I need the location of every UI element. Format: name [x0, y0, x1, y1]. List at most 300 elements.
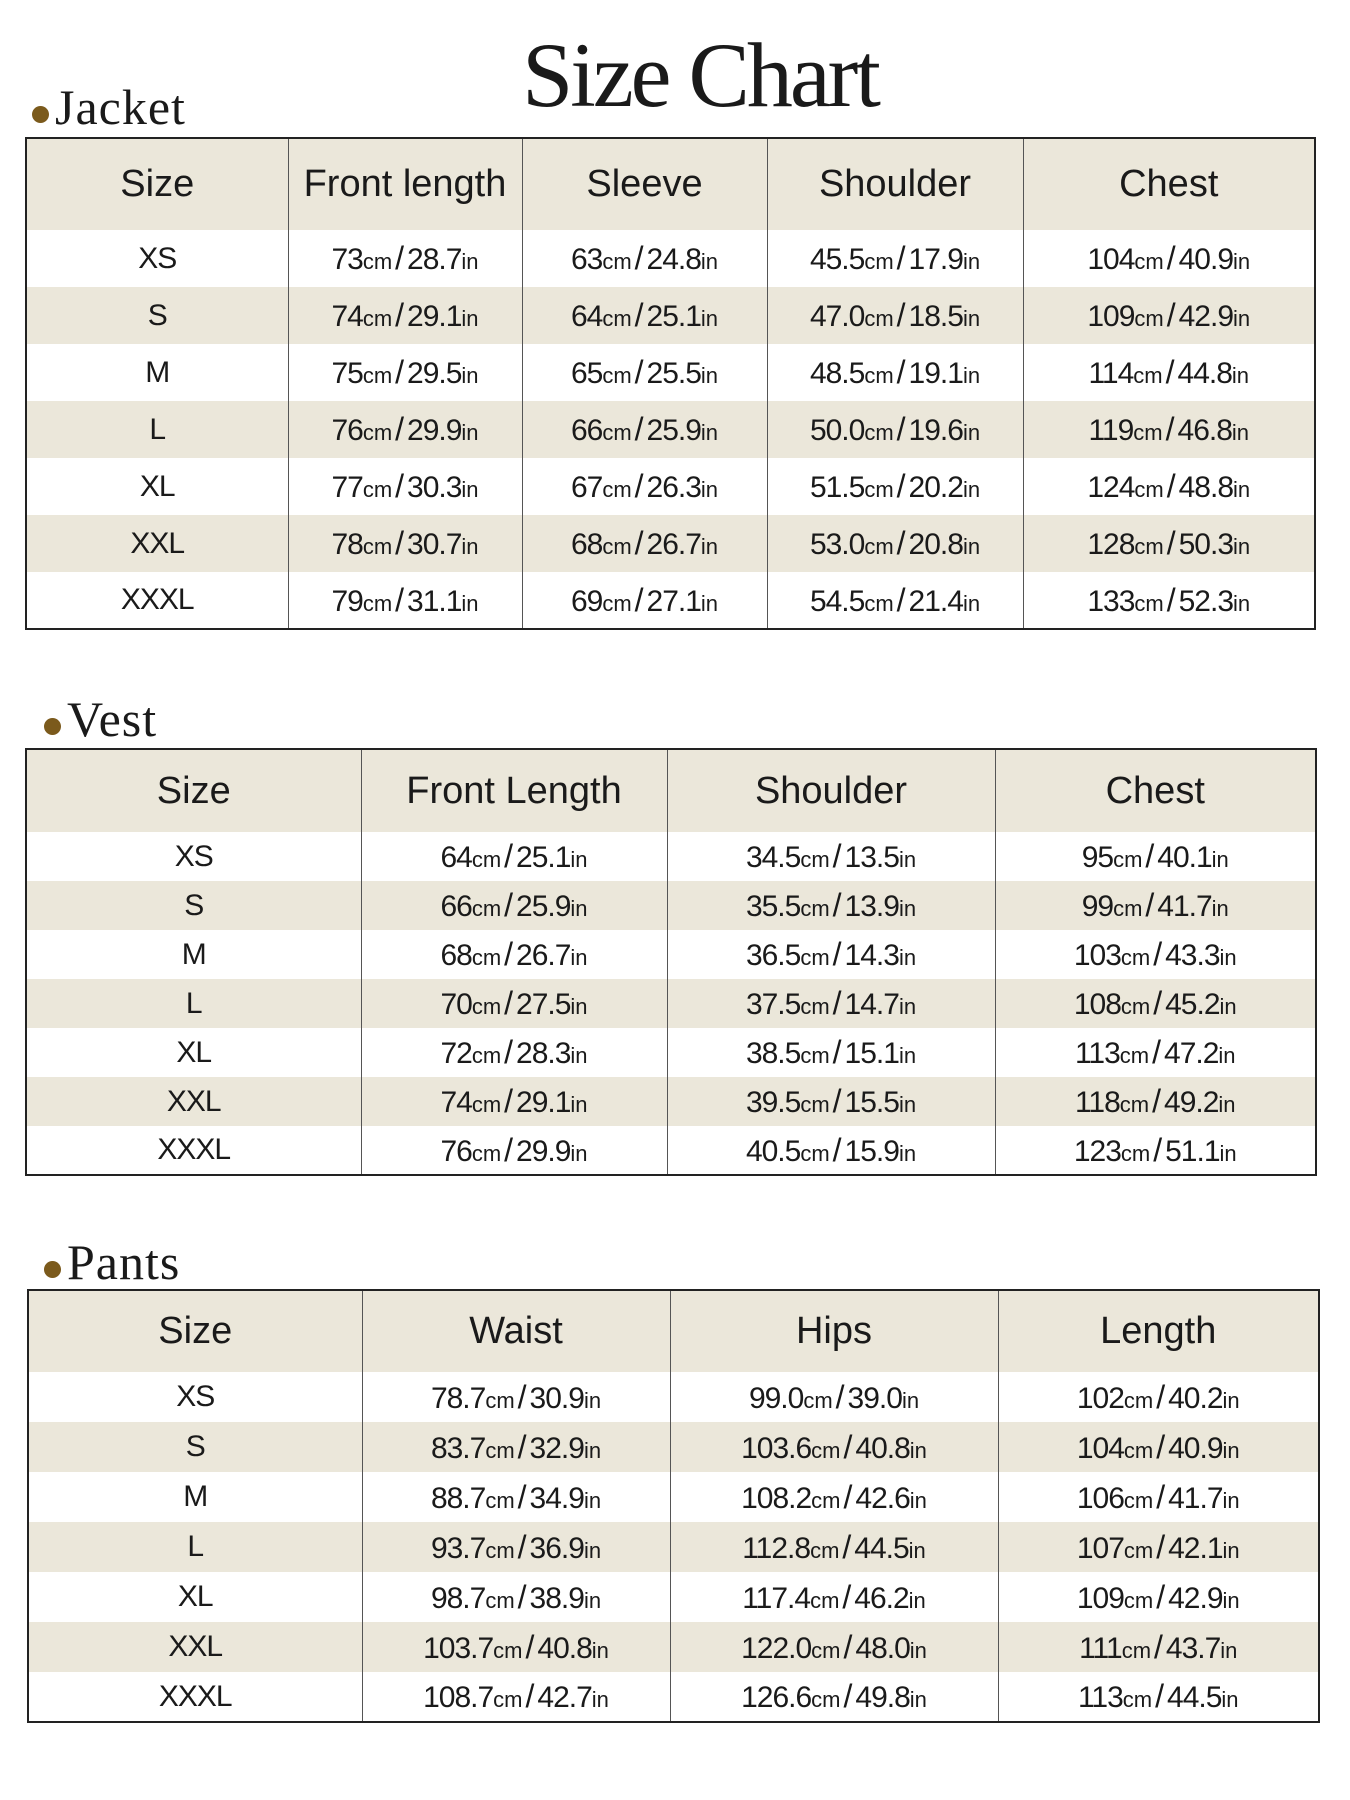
measurement-cell: [1023, 230, 1315, 287]
measurement-cell: [998, 1522, 1319, 1572]
separator: /: [1145, 887, 1155, 923]
pants-header-2: Hips: [670, 1290, 998, 1372]
in-value: 48.8: [1178, 471, 1234, 504]
measurement-cell: [1023, 515, 1315, 572]
in-value: 46.8: [1177, 414, 1232, 447]
cm-value: 107: [1076, 1531, 1124, 1565]
table-row: [28, 1472, 1319, 1522]
separator: /: [896, 240, 906, 276]
size-label: XXL: [26, 1077, 361, 1126]
measurement-cell: [1023, 401, 1315, 458]
cm-value: 66: [440, 890, 472, 923]
cm-unit: cm: [1123, 1587, 1154, 1613]
in-value: 13.5: [844, 841, 899, 874]
separator: /: [1166, 468, 1176, 504]
in-unit: in: [962, 534, 981, 559]
cm-value: 51.5: [809, 471, 865, 504]
in-value: 51.1: [1165, 1134, 1220, 1168]
cm-unit: cm: [471, 1140, 502, 1166]
in-value: 45.2: [1165, 988, 1220, 1021]
measurement-cell: [288, 344, 522, 401]
in-unit: in: [898, 1140, 917, 1166]
cm-value: 65: [570, 357, 603, 390]
size-label: XXXL: [26, 572, 288, 629]
separator: /: [517, 1478, 527, 1515]
separator: /: [395, 581, 405, 618]
cm-unit: cm: [602, 477, 632, 502]
cm-value: 72: [440, 1037, 472, 1070]
measurement-cell: [667, 881, 995, 930]
cm-value: 83.7: [430, 1431, 486, 1465]
cm-value: 39.5: [745, 1086, 801, 1119]
in-unit: in: [1211, 896, 1229, 921]
in-value: 50.3: [1178, 528, 1234, 561]
cm-value: 74: [331, 300, 363, 333]
in-unit: in: [700, 477, 719, 502]
in-unit: in: [1222, 1537, 1240, 1563]
measurement-cell: [361, 1126, 667, 1175]
table-row: [26, 515, 1315, 572]
in-value: 39.0: [847, 1381, 902, 1415]
in-value: 25.1: [646, 300, 701, 333]
measurement-cell: [995, 1028, 1316, 1077]
measurement-cell: [998, 1472, 1319, 1522]
measurement-cell: [1023, 572, 1315, 629]
measurement-cell: [667, 930, 995, 979]
in-unit: in: [909, 1687, 927, 1712]
in-unit: in: [1219, 1140, 1237, 1166]
cm-unit: cm: [485, 1587, 515, 1613]
measurement-cell: [998, 1572, 1319, 1622]
in-value: 27.1: [646, 584, 701, 618]
cm-unit: cm: [1134, 477, 1164, 502]
measurement-cell: [522, 344, 767, 401]
in-unit: in: [461, 590, 479, 616]
in-unit: in: [898, 945, 917, 970]
in-value: 26.7: [646, 528, 701, 561]
in-unit: in: [962, 420, 981, 445]
size-label: S: [26, 287, 288, 344]
in-unit: in: [1221, 1687, 1239, 1712]
vest-header-3: Chest: [995, 749, 1316, 832]
cm-unit: cm: [1120, 994, 1151, 1019]
measurement-cell: [361, 1077, 667, 1126]
in-unit: in: [898, 896, 917, 921]
measurement-cell: [522, 515, 767, 572]
in-value: 31.1: [407, 584, 462, 618]
in-unit: in: [461, 249, 479, 274]
in-unit: in: [700, 534, 719, 559]
in-value: 34.9: [529, 1481, 584, 1515]
cm-value: 79: [331, 584, 363, 618]
in-value: 36.9: [529, 1531, 584, 1565]
in-value: 40.8: [537, 1631, 592, 1665]
cm-value: 75: [331, 357, 363, 390]
cm-unit: cm: [1113, 847, 1143, 872]
in-unit: in: [1233, 590, 1251, 616]
in-value: 40.1: [1157, 841, 1212, 874]
cm-value: 98.7: [430, 1581, 486, 1615]
cm-unit: cm: [362, 306, 393, 331]
table-row: [28, 1372, 1319, 1422]
in-unit: in: [570, 1043, 588, 1068]
measurement-cell: [995, 979, 1316, 1028]
pants-heading-label: Pants: [67, 1234, 181, 1290]
separator: /: [395, 240, 405, 276]
in-value: 21.4: [908, 584, 963, 618]
separator: /: [634, 525, 644, 561]
separator: /: [634, 581, 644, 618]
measurement-cell: [670, 1622, 998, 1672]
cm-unit: cm: [800, 847, 830, 872]
cm-value: 37.5: [745, 988, 801, 1021]
in-value: 47.2: [1164, 1037, 1219, 1070]
pants-table-body: [28, 1372, 1319, 1722]
in-value: 38.9: [529, 1581, 584, 1615]
in-unit: in: [962, 477, 981, 502]
in-unit: in: [1219, 994, 1237, 1019]
separator: /: [842, 1528, 852, 1565]
measurement-cell: [670, 1572, 998, 1622]
cm-value: 102: [1076, 1381, 1124, 1415]
in-value: 29.1: [407, 300, 462, 333]
size-label: L: [26, 401, 288, 458]
separator: /: [634, 240, 644, 276]
cm-value: 99.0: [748, 1381, 804, 1415]
size-label: L: [26, 979, 361, 1028]
measurement-cell: [362, 1372, 670, 1422]
cm-value: 70: [440, 988, 472, 1021]
cm-unit: cm: [1133, 363, 1163, 388]
cm-value: 106: [1076, 1481, 1124, 1515]
cm-value: 117.4: [742, 1581, 811, 1615]
cm-unit: cm: [803, 1387, 833, 1413]
measurement-cell: [667, 1077, 995, 1126]
separator: /: [843, 1428, 853, 1465]
in-unit: in: [583, 1537, 602, 1563]
measurement-cell: [361, 832, 667, 881]
jacket-header-3: Shoulder: [767, 138, 1023, 230]
size-label: XXL: [26, 515, 288, 572]
in-unit: in: [461, 420, 479, 445]
separator: /: [634, 411, 644, 447]
in-unit: in: [1231, 363, 1250, 388]
measurement-cell: [767, 344, 1023, 401]
in-value: 28.3: [516, 1037, 571, 1070]
in-value: 27.5: [516, 988, 571, 1021]
separator: /: [1155, 1678, 1165, 1714]
cm-unit: cm: [485, 1537, 515, 1563]
jacket-header-1: Front length: [288, 138, 522, 230]
separator: /: [634, 468, 644, 504]
in-value: 26.3: [646, 471, 701, 504]
cm-unit: cm: [800, 945, 830, 970]
cm-value: 34.5: [745, 841, 801, 874]
separator: /: [832, 1034, 842, 1070]
cm-value: 123: [1073, 1134, 1121, 1168]
cm-unit: cm: [602, 249, 632, 274]
pants-header-1: Waist: [362, 1290, 670, 1372]
separator: /: [896, 411, 906, 447]
cm-value: 112.8: [742, 1531, 811, 1565]
cm-value: 54.5: [809, 584, 865, 618]
cm-value: 114: [1088, 357, 1134, 390]
cm-value: 63: [570, 243, 603, 276]
in-unit: in: [1233, 477, 1251, 502]
cm-unit: cm: [811, 1637, 841, 1663]
separator: /: [1156, 1528, 1166, 1565]
measurement-cell: [670, 1422, 998, 1472]
cm-value: 133: [1087, 584, 1135, 618]
table-row: [26, 832, 1316, 881]
in-value: 19.1: [908, 357, 963, 390]
in-unit: in: [898, 847, 917, 872]
cm-value: 113: [1077, 1681, 1123, 1714]
separator: /: [395, 411, 405, 447]
cm-unit: cm: [864, 249, 894, 274]
in-value: 42.1: [1168, 1531, 1223, 1565]
cm-value: 88.7: [430, 1481, 486, 1515]
measurement-cell: [670, 1472, 998, 1522]
cm-unit: cm: [602, 363, 632, 388]
in-value: 20.8: [908, 528, 963, 561]
measurement-cell: [670, 1672, 998, 1722]
in-unit: in: [583, 1487, 602, 1513]
cm-value: 99: [1081, 890, 1114, 923]
in-unit: in: [591, 1637, 609, 1663]
in-value: 29.5: [407, 357, 462, 390]
separator: /: [896, 468, 906, 504]
in-unit: in: [908, 1537, 926, 1563]
separator: /: [395, 297, 405, 333]
cm-unit: cm: [810, 1537, 840, 1563]
separator: /: [835, 1378, 845, 1415]
cm-value: 36.5: [745, 939, 801, 972]
cm-unit: cm: [471, 945, 502, 970]
size-label: XL: [26, 458, 288, 515]
in-value: 19.6: [908, 414, 963, 447]
jacket-table-body: [26, 230, 1315, 629]
cm-value: 64: [440, 841, 472, 874]
cm-unit: cm: [485, 1437, 515, 1463]
jacket-header-4: Chest: [1023, 138, 1315, 230]
cm-value: 66: [570, 414, 603, 447]
table-row: [26, 401, 1315, 458]
cm-unit: cm: [362, 477, 393, 502]
measurement-cell: [361, 979, 667, 1028]
cm-value: 119: [1088, 414, 1134, 447]
separator: /: [504, 1034, 514, 1070]
in-unit: in: [1231, 420, 1250, 445]
table-row: [26, 230, 1315, 287]
measurement-cell: [1023, 458, 1315, 515]
cm-value: 45.5: [809, 243, 865, 276]
in-unit: in: [909, 1487, 927, 1513]
measurement-cell: [522, 401, 767, 458]
separator: /: [1154, 1628, 1163, 1665]
cm-value: 35.5: [745, 890, 801, 923]
in-unit: in: [1211, 847, 1229, 872]
bullet-icon: [32, 106, 49, 123]
cm-value: 76: [331, 414, 363, 447]
in-unit: in: [962, 249, 981, 274]
separator: /: [1153, 936, 1163, 972]
cm-value: 67: [570, 471, 603, 504]
cm-unit: cm: [1123, 1437, 1154, 1463]
cm-value: 108.7: [423, 1681, 494, 1714]
cm-unit: cm: [864, 363, 894, 388]
separator: /: [395, 468, 405, 504]
in-unit: in: [1233, 534, 1251, 559]
cm-unit: cm: [362, 420, 393, 445]
in-value: 48.0: [855, 1631, 910, 1665]
page-title: Size Chart: [522, 24, 878, 126]
separator: /: [1156, 1378, 1166, 1415]
vest-header-0: Size: [26, 749, 361, 832]
cm-value: 48.5: [809, 357, 865, 390]
in-value: 32.9: [529, 1431, 584, 1465]
separator: /: [504, 838, 514, 874]
cm-value: 78.7: [430, 1381, 486, 1415]
in-value: 18.5: [908, 300, 963, 333]
in-value: 24.8: [646, 243, 701, 276]
in-unit: in: [570, 1092, 588, 1117]
cm-value: 50.0: [809, 414, 865, 447]
size-label: M: [28, 1472, 362, 1522]
size-label: XS: [26, 230, 288, 287]
cm-unit: cm: [800, 1043, 830, 1068]
separator: /: [1156, 1478, 1166, 1515]
cm-unit: cm: [1123, 1487, 1154, 1513]
jacket-header-0: Size: [26, 138, 288, 230]
in-unit: in: [962, 590, 981, 616]
in-value: 30.3: [407, 471, 462, 504]
cm-value: 103: [1073, 939, 1121, 972]
in-unit: in: [700, 363, 719, 388]
size-label: XXXL: [26, 1126, 361, 1175]
in-unit: in: [700, 249, 719, 274]
separator: /: [896, 525, 906, 561]
in-value: 40.8: [855, 1431, 910, 1465]
jacket-header-row: [26, 138, 1315, 230]
pants-size-table: [27, 1289, 1320, 1723]
separator: /: [1166, 525, 1176, 561]
cm-unit: cm: [1134, 249, 1164, 274]
measurement-cell: [667, 979, 995, 1028]
in-unit: in: [898, 994, 917, 1019]
cm-value: 76: [440, 1134, 472, 1168]
cm-unit: cm: [1119, 1043, 1150, 1068]
pants-header-0: Size: [28, 1290, 362, 1372]
in-unit: in: [583, 1587, 602, 1613]
table-row: [26, 1077, 1316, 1126]
in-value: 26.7: [516, 939, 571, 972]
cm-unit: cm: [493, 1687, 523, 1712]
in-unit: in: [898, 1092, 917, 1117]
in-value: 49.8: [855, 1681, 910, 1714]
in-unit: in: [570, 847, 588, 872]
cm-unit: cm: [864, 420, 894, 445]
cm-unit: cm: [1122, 1687, 1153, 1712]
cm-unit: cm: [864, 534, 894, 559]
measurement-cell: [1023, 344, 1315, 401]
separator: /: [843, 1478, 853, 1515]
in-value: 46.2: [854, 1581, 909, 1615]
table-row: [28, 1622, 1319, 1672]
separator: /: [832, 887, 842, 923]
in-unit: in: [461, 306, 479, 331]
cm-value: 104: [1076, 1431, 1124, 1465]
table-row: [28, 1522, 1319, 1572]
separator: /: [1166, 297, 1176, 333]
in-value: 28.7: [407, 243, 462, 276]
cm-value: 128: [1087, 528, 1135, 561]
cm-unit: cm: [485, 1387, 515, 1413]
in-value: 40.9: [1178, 243, 1234, 276]
in-value: 25.1: [516, 841, 571, 874]
jacket-heading-label: Jacket: [55, 79, 186, 135]
in-unit: in: [570, 994, 588, 1019]
size-label: S: [26, 881, 361, 930]
table-row: [26, 979, 1316, 1028]
vest-size-table: [25, 748, 1317, 1176]
measurement-cell: [998, 1422, 1319, 1472]
in-value: 13.9: [844, 890, 899, 923]
table-row: [28, 1672, 1319, 1722]
separator: /: [517, 1578, 527, 1615]
cm-unit: cm: [1123, 1387, 1154, 1413]
measurement-cell: [767, 287, 1023, 344]
in-value: 17.9: [908, 243, 963, 276]
separator: /: [504, 887, 514, 923]
cm-unit: cm: [811, 1437, 841, 1463]
cm-unit: cm: [864, 590, 894, 616]
cm-value: 68: [570, 528, 603, 561]
cm-value: 40.5: [745, 1134, 801, 1168]
cm-unit: cm: [471, 847, 502, 872]
cm-value: 108.2: [741, 1481, 812, 1515]
cm-unit: cm: [1134, 534, 1164, 559]
measurement-cell: [995, 832, 1316, 881]
cm-value: 104: [1087, 243, 1135, 276]
size-label: XL: [28, 1572, 362, 1622]
size-label: S: [28, 1422, 362, 1472]
cm-value: 108: [1073, 988, 1121, 1021]
separator: /: [843, 1678, 853, 1714]
in-unit: in: [461, 363, 479, 388]
in-value: 15.5: [844, 1086, 899, 1119]
in-value: 30.7: [407, 528, 462, 561]
separator: /: [517, 1528, 527, 1565]
measurement-cell: [288, 230, 522, 287]
measurement-cell: [288, 572, 522, 629]
size-label: M: [26, 344, 288, 401]
measurement-cell: [362, 1572, 670, 1622]
separator: /: [832, 838, 842, 874]
vest-header-1: Front Length: [361, 749, 667, 832]
in-value: 42.7: [537, 1681, 592, 1714]
separator: /: [517, 1428, 527, 1465]
measurement-cell: [667, 832, 995, 881]
table-row: [26, 1126, 1316, 1175]
separator: /: [1166, 240, 1176, 276]
cm-value: 122.0: [741, 1631, 812, 1665]
cm-value: 109: [1087, 300, 1135, 333]
cm-unit: cm: [1121, 1637, 1152, 1663]
size-label: L: [28, 1522, 362, 1572]
separator: /: [395, 354, 405, 390]
measurement-cell: [998, 1372, 1319, 1422]
